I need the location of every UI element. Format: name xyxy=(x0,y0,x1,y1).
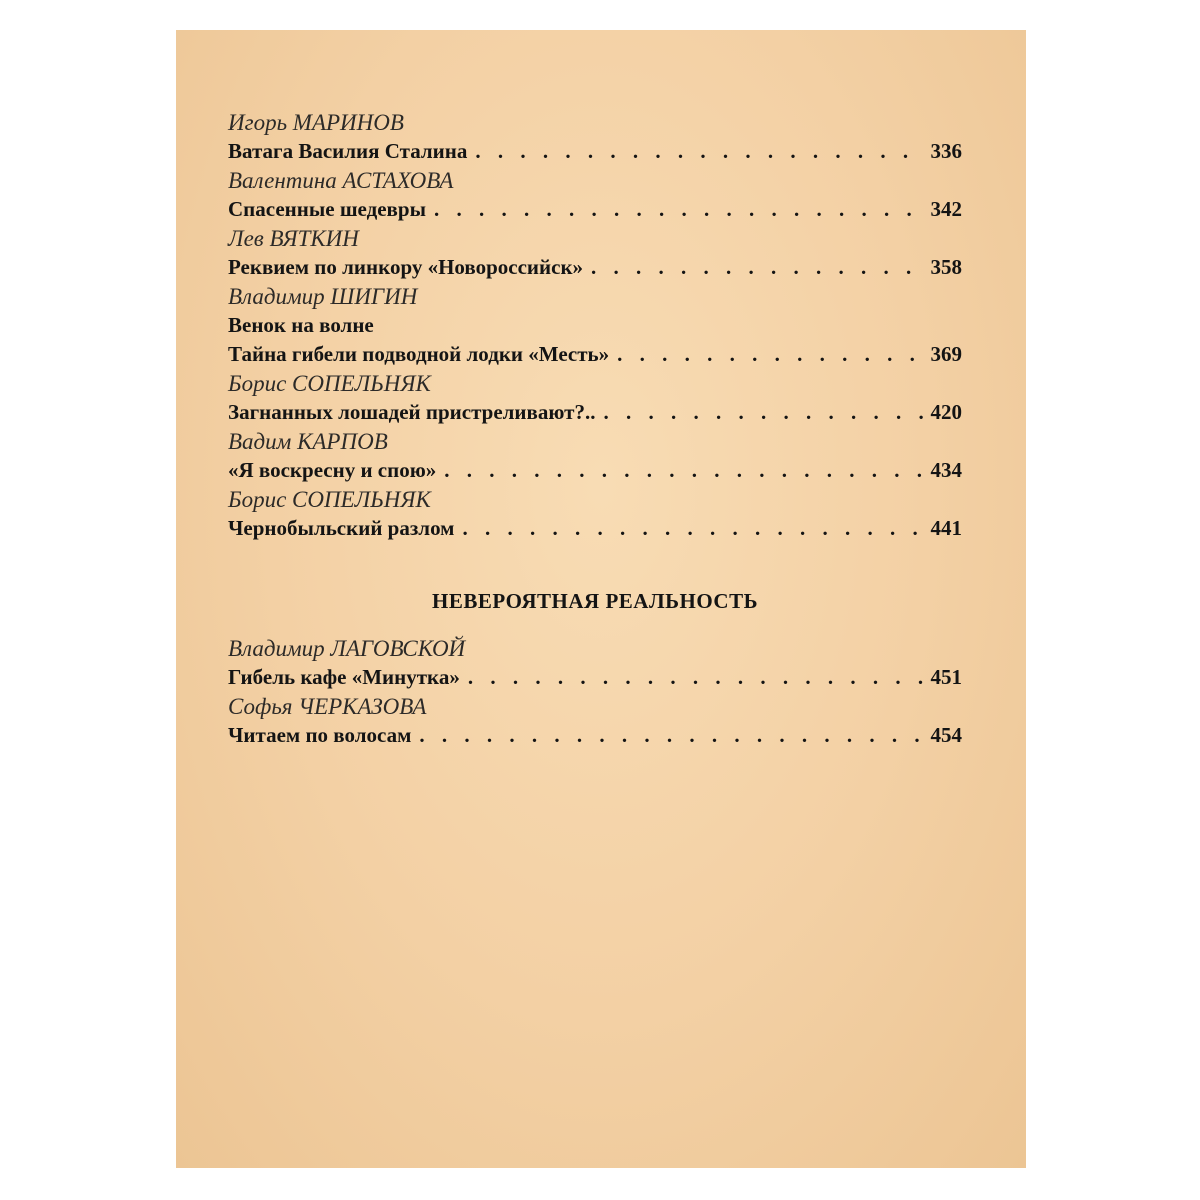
toc-entry xyxy=(228,369,962,427)
entry-author: Софья ЧЕРКАЗОВА xyxy=(228,694,427,719)
entry-author: Вадим КАРПОВ xyxy=(228,429,388,454)
table-of-contents xyxy=(228,108,962,750)
toc-entry xyxy=(228,166,962,224)
entry-title-row xyxy=(228,137,962,166)
toc-entry xyxy=(228,108,962,166)
entry-title: Спасенные шедевры xyxy=(228,197,426,221)
dot-leader xyxy=(475,137,922,166)
entry-title-first-line: Венок на волне xyxy=(228,313,374,337)
entry-title: Чернобыльский разлом xyxy=(228,516,455,540)
entry-title-row xyxy=(228,253,962,282)
entry-page-number: 434 xyxy=(930,458,962,482)
toc-entry xyxy=(228,282,962,369)
entry-title: Тайна гибели подводной лодки «Месть» xyxy=(228,342,610,366)
toc-entry xyxy=(228,485,962,543)
toc-entry xyxy=(228,224,962,282)
entry-title-row xyxy=(228,398,962,427)
entry-author: Владимир ЛАГОВСКОЙ xyxy=(228,636,466,661)
entry-page-number: 441 xyxy=(930,516,962,540)
entry-page-number: 342 xyxy=(930,197,962,221)
entry-title-row xyxy=(228,456,962,485)
entry-title-row xyxy=(228,514,962,543)
entry-page-number: 358 xyxy=(930,255,962,279)
entry-title-row xyxy=(228,195,962,224)
entry-page-number: 451 xyxy=(930,665,962,689)
dot-leader xyxy=(434,195,923,224)
entry-page-number: 420 xyxy=(930,400,962,424)
dot-leader xyxy=(419,721,922,750)
book-page xyxy=(176,30,1026,1168)
dot-leader xyxy=(603,398,922,427)
section-heading: НЕВЕРОЯТНАЯ РЕАЛЬНОСТЬ xyxy=(432,589,758,613)
entry-title: Гибель кафе «Минутка» xyxy=(228,665,460,689)
entry-page-number: 369 xyxy=(930,342,962,366)
entry-title-line xyxy=(228,311,962,340)
toc-entry xyxy=(228,692,962,750)
entry-page-number: 336 xyxy=(930,139,962,163)
entry-title: «Я воскресну и спою» xyxy=(228,458,437,482)
entry-title-row xyxy=(228,340,962,369)
entry-author: Лев ВЯТКИН xyxy=(228,226,359,251)
dot-leader xyxy=(617,340,922,369)
entry-author: Игорь МАРИНОВ xyxy=(228,110,404,135)
entry-author: Владимир ШИГИН xyxy=(228,284,418,309)
toc-entry xyxy=(228,634,962,692)
entry-title: Читаем по волосам xyxy=(228,723,412,747)
toc-entry xyxy=(228,427,962,485)
entry-author: Валентина АСТАХОВА xyxy=(228,168,454,193)
entry-title-row xyxy=(228,721,962,750)
entry-title-row xyxy=(228,663,962,692)
entry-title: Загнанных лошадей пристреливают?.. xyxy=(228,400,596,424)
entry-title: Реквием по линкору «Новороссийск» xyxy=(228,255,584,279)
dot-leader xyxy=(462,514,922,543)
dot-leader xyxy=(468,663,923,692)
entry-author: Борис СОПЕЛЬНЯК xyxy=(228,487,431,512)
entry-author: Борис СОПЕЛЬНЯК xyxy=(228,371,431,396)
dot-leader xyxy=(444,456,922,485)
dot-leader xyxy=(591,253,922,282)
entry-title: Ватага Василия Сталина xyxy=(228,139,468,163)
entry-page-number: 454 xyxy=(930,723,962,747)
